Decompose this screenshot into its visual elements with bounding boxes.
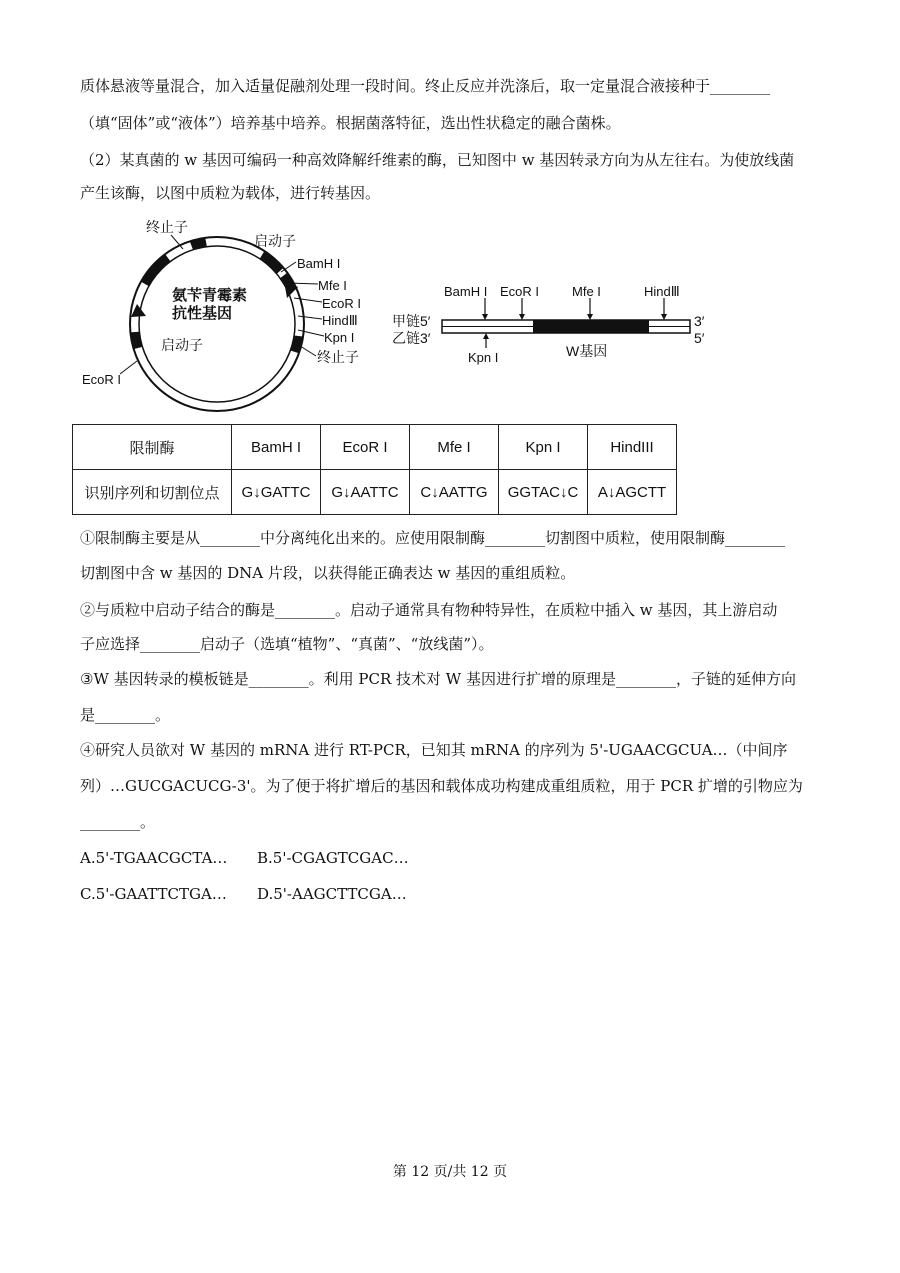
enzyme-table	[72, 424, 677, 515]
table-cell: Kpn I	[499, 425, 588, 470]
promoter-arrow-left	[131, 304, 146, 317]
plasmid-kpn-label: Kpn I	[324, 330, 355, 345]
plasmid-terminator-top-label: 终止子	[146, 219, 188, 235]
option-a: A.5'-TGAACGCTA…	[80, 849, 228, 867]
option-d: D.5'-AAGCTTCGA…	[257, 885, 407, 903]
plasmid-bamh-label: BamH I	[297, 256, 341, 271]
table-cell: 识别序列和切割位点	[73, 470, 232, 515]
dna-bamh-label: BamH I	[444, 284, 488, 299]
plasmid-ecor-left-label: EcoR I	[82, 372, 122, 387]
table-cell: GGTAC↓C	[499, 470, 588, 515]
plasmid-inner-ring	[139, 246, 295, 402]
strand-a-end-label: 3′	[694, 313, 705, 329]
text-line-3: （2）某真菌的 w 基因可编码一种高效降解纤维素的酶，已知图中 w 基因转录方向为从左往右。为使放线菌	[80, 151, 795, 169]
strand-b-end-label: 5′	[694, 330, 705, 346]
question-1-line-a: ①限制酶主要是从________中分离纯化出来的。应使用限制酶________切割图中质粒，使用限制酶________	[80, 529, 786, 547]
option-b: B.5'-CGAGTCGAC…	[257, 849, 409, 867]
question-2-line-b: 子应选择________启动子（选填“植物”、“真菌”、“放线菌”）。	[80, 635, 494, 653]
table-cell: A↓AGCTT	[588, 470, 677, 515]
text-line-4: 产生该酶，以图中质粒为载体，进行转基因。	[80, 184, 381, 202]
question-4-line-a: ④研究人员欲对 W 基因的 mRNA 进行 RT-PCR，已知其 mRNA 的序列为 5'-UGAACGCUA…（中间序	[80, 741, 788, 759]
table-cell: BamH I	[232, 425, 321, 470]
table-cell: G↓AATTC	[321, 470, 410, 515]
question-4-line-c: ________。	[80, 813, 156, 831]
plasmid-diagram	[0, 210, 900, 420]
table-header-row	[73, 425, 677, 470]
question-2-line-a: ②与质粒中启动子结合的酶是________。启动子通常具有物种特异性，在质粒中插入 w 基因，其上游启动	[80, 601, 778, 619]
dna-hind-label: HindⅢ	[644, 284, 680, 299]
text-line-1: 质体悬液等量混合，加入适量促融剂处理一段时间。终止反应并洗涤后，取一定量混合液接种于________	[80, 77, 771, 95]
plasmid-promoter-top-label: 启动子	[254, 233, 296, 249]
w-gene-label: W基因	[566, 343, 608, 359]
dna-fragment	[442, 298, 690, 348]
plasmid-terminator-bottom-label: 终止子	[317, 349, 359, 365]
text-line-2: （填“固体”或“液体”）培养基中培养。根据菌落特征，选出性状稳定的融合菌株。	[80, 114, 621, 132]
table-cell: G↓GATTC	[232, 470, 321, 515]
w-gene-segment	[533, 320, 649, 333]
question-3-line-b: 是________。	[80, 706, 171, 724]
table-cell: HindIII	[588, 425, 677, 470]
amp-resistance-label-2: 抗性基因	[172, 305, 233, 322]
table-cell: C↓AATTG	[410, 470, 499, 515]
table-cell: EcoR I	[321, 425, 410, 470]
dna-mfe-label: Mfe I	[572, 284, 601, 299]
table-cell: 限制酶	[73, 425, 232, 470]
strand-b-label: 乙链3′	[392, 330, 431, 346]
plasmid-hind-label: HindⅢ	[322, 313, 358, 328]
amp-resistance-label-1: 氨苄青霉素	[172, 287, 248, 304]
dna-ecor-label: EcoR I	[500, 284, 540, 299]
question-4-line-b: 列）…GUCGACUCG-3'。为了便于将扩增后的基因和载体成功构建成重组质粒，用于 PCR 扩增的引物应为	[80, 777, 803, 795]
strand-a-label: 甲链5′	[392, 313, 431, 329]
plasmid-ecor-right-label: EcoR I	[322, 296, 362, 311]
table-row	[73, 470, 677, 515]
question-1-line-b: 切割图中含 w 基因的 DNA 片段，以获得能正确表达 w 基因的重组质粒。	[80, 564, 576, 582]
question-3-line-a: ③W 基因转录的模板链是________。利用 PCR 技术对 W 基因进行扩增的原理是________，子链的延伸方向	[80, 670, 796, 688]
option-c: C.5'-GAATTCTGA…	[80, 885, 227, 903]
table-cell: Mfe I	[410, 425, 499, 470]
plasmid-mfe-label: Mfe I	[318, 278, 347, 293]
plasmid-promoter-left-label: 启动子	[161, 337, 203, 353]
page-footer: 第 12 页/共 12 页	[392, 1164, 508, 1180]
dna-kpn-label: Kpn I	[468, 350, 499, 365]
